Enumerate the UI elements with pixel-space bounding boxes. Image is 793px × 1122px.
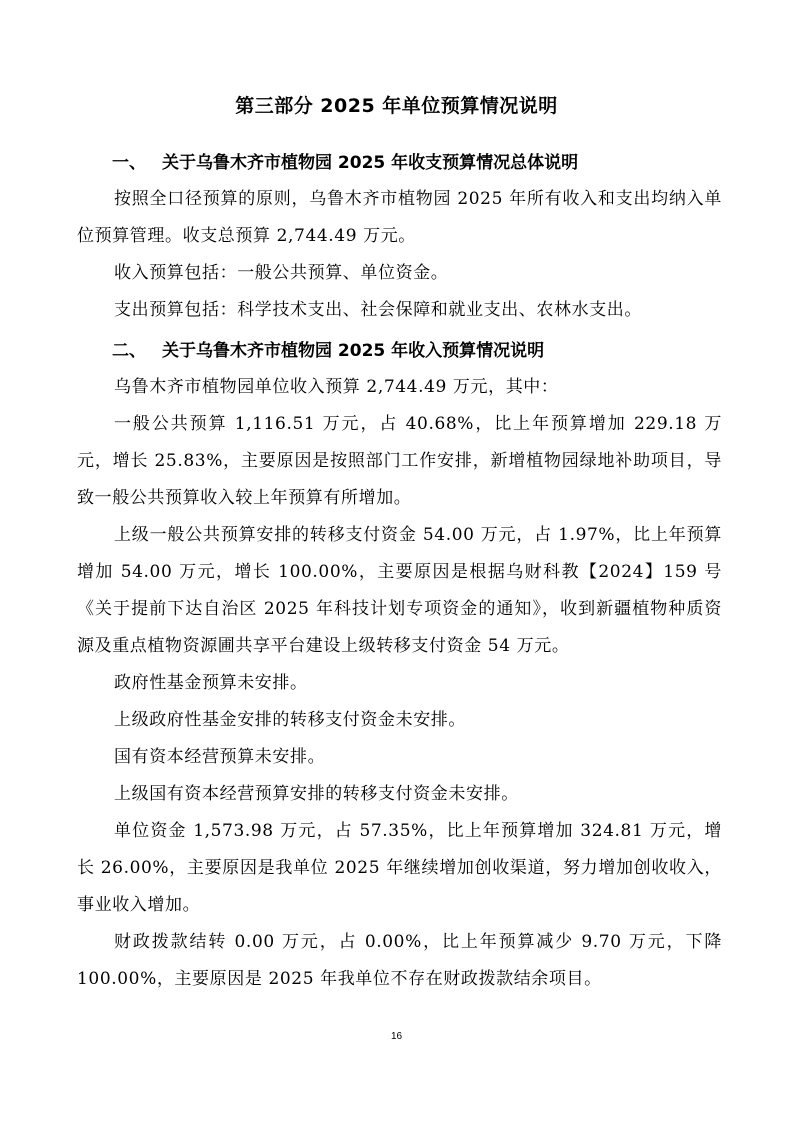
paragraph: 国有资本经营预算未安排。 [114, 747, 326, 767]
paragraph: 支出预算包括：科学技术支出、社会保障和就业支出、农林水支出。 [114, 300, 642, 320]
paragraph: 收入预算包括：一般公共预算、单位资金。 [114, 263, 449, 283]
section-heading-text: 关于乌鲁木齐市植物园 2025 年收支预算情况总体说明 [162, 153, 579, 173]
section-number: 一、 [112, 153, 146, 173]
section-number: 二、 [112, 341, 146, 361]
paragraph: 财政拨款结转 0.00 万元，占 0.00%，比上年预算减少 9.70 万元，下降 100.00%，主要原因是 2025 年我单位不存在财政拨款结余项目。 [77, 932, 722, 989]
section-heading-1 [112, 150, 732, 176]
paragraph: 上级国有资本经营预算安排的转移支付资金未安排。 [114, 784, 519, 804]
paragraph: 上级政府性基金安排的转移支付资金未安排。 [114, 710, 466, 730]
section-heading-2 [112, 338, 732, 364]
section-heading-text: 关于乌鲁木齐市植物园 2025 年收入预算情况说明 [162, 341, 545, 361]
paragraph: 一般公共预算 1,116.51 万元，占 40.68%，比上年预算增加 229.18 万元，增长 25.83%，主要原因是按照部门工作安排，新增植物园绿地补助项目，导致一般公共预算收入较上年预算有所增加。 [77, 414, 722, 508]
paragraph: 单位资金 1,573.98 万元，占 57.35%，比上年预算增加 324.81 万元，增长 26.00%，主要原因是我单位 2025 年继续增加创收渠道，努力增加创收收入，事业收入增加。 [77, 821, 722, 915]
paragraph: 按照全口径预算的原则，乌鲁木齐市植物园 2025 年所有收入和支出均纳入单位预算管理。收支总预算 2,744.49 万元。 [77, 189, 722, 246]
paragraph: 政府性基金预算未安排。 [114, 673, 308, 693]
page-title: 第三部分 2025 年单位预算情况说明 [235, 95, 558, 117]
page-number: 16 [390, 1031, 403, 1042]
paragraph: 上级一般公共预算安排的转移支付资金 54.00 万元，占 1.97%，比上年预算增加 54.00 万元，增长 100.00%，主要原因是根据乌财科教【2024】159 号《关于提前下达自治区 2025 年科技计划专项资金的通知》，收到新疆植物种质资源及重点植物资源圃共享平台建设上级转移支付资金 54 万元。 [77, 525, 722, 656]
paragraph: 乌鲁木齐市植物园单位收入预算 2,744.49 万元，其中： [114, 377, 559, 397]
